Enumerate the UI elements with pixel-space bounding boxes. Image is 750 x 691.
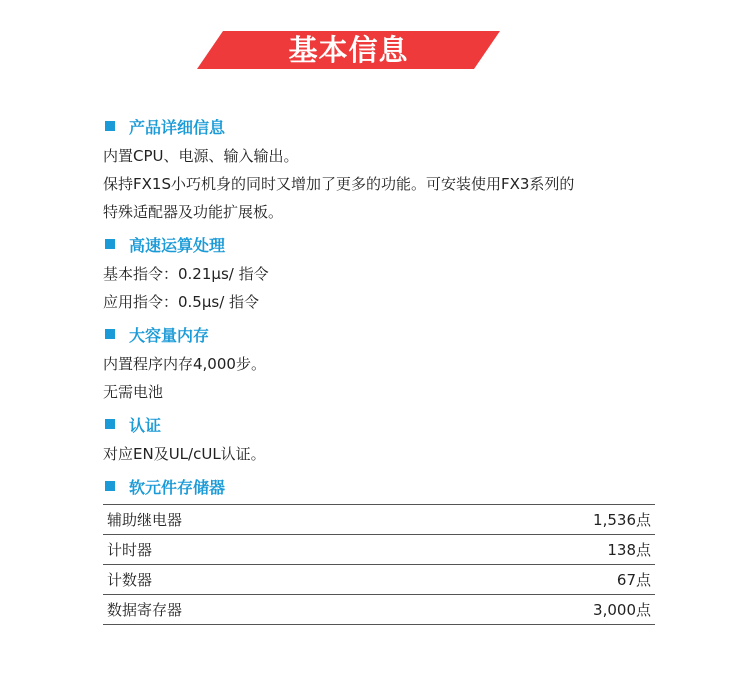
table-cell-name: 计数器 (103, 565, 411, 595)
page-title: 基本信息 (288, 33, 409, 67)
section-heading-speed (103, 230, 655, 258)
table-cell-value: 1,536点 (411, 505, 655, 535)
body-line: 保持FX1S小巧机身的同时又增加了更多的功能。可安装使用FX3系列的 (103, 175, 575, 193)
section-body-details (103, 142, 655, 226)
square-bullet-icon (105, 481, 115, 491)
body-line: 特殊适配器及功能扩展板。 (103, 203, 284, 221)
section-title: 高速运算处理 (129, 235, 226, 255)
table-cell-name: 数据寄存器 (103, 595, 411, 625)
square-bullet-icon (105, 239, 115, 249)
section-body-memory (103, 350, 655, 406)
section-title: 软元件存储器 (129, 477, 226, 497)
device-memory-table (103, 504, 655, 625)
section-title: 大容量内存 (129, 325, 210, 345)
table-cell-value: 138点 (411, 535, 655, 565)
section-body-certification (103, 440, 655, 468)
table-cell-value: 67点 (411, 565, 655, 595)
table-cell-name: 计时器 (103, 535, 411, 565)
section-title: 认证 (129, 415, 162, 435)
table-row (103, 595, 655, 625)
section-heading-details (103, 112, 655, 140)
square-bullet-icon (105, 121, 115, 131)
table-row (103, 505, 655, 535)
section-heading-device-memory (103, 472, 655, 500)
table-cell-value: 3,000点 (411, 595, 655, 625)
section-heading-certification (103, 410, 655, 438)
square-bullet-icon (105, 329, 115, 339)
body-line: 内置CPU、电源、输入输出。 (103, 147, 299, 165)
body-line: 基本指令：0.21μs/ 指令 (103, 265, 269, 283)
content (103, 108, 655, 625)
table-row (103, 535, 655, 565)
square-bullet-icon (105, 419, 115, 429)
section-title: 产品详细信息 (129, 117, 226, 137)
section-body-speed (103, 260, 655, 316)
body-line: 对应EN及UL/cUL认证。 (103, 445, 266, 463)
body-line: 内置程序内存4,000步。 (103, 355, 266, 373)
table-row (103, 565, 655, 595)
table-cell-name: 辅助继电器 (103, 505, 411, 535)
body-line: 应用指令：0.5μs/ 指令 (103, 293, 260, 311)
body-line: 无需电池 (103, 383, 164, 401)
section-heading-memory (103, 320, 655, 348)
